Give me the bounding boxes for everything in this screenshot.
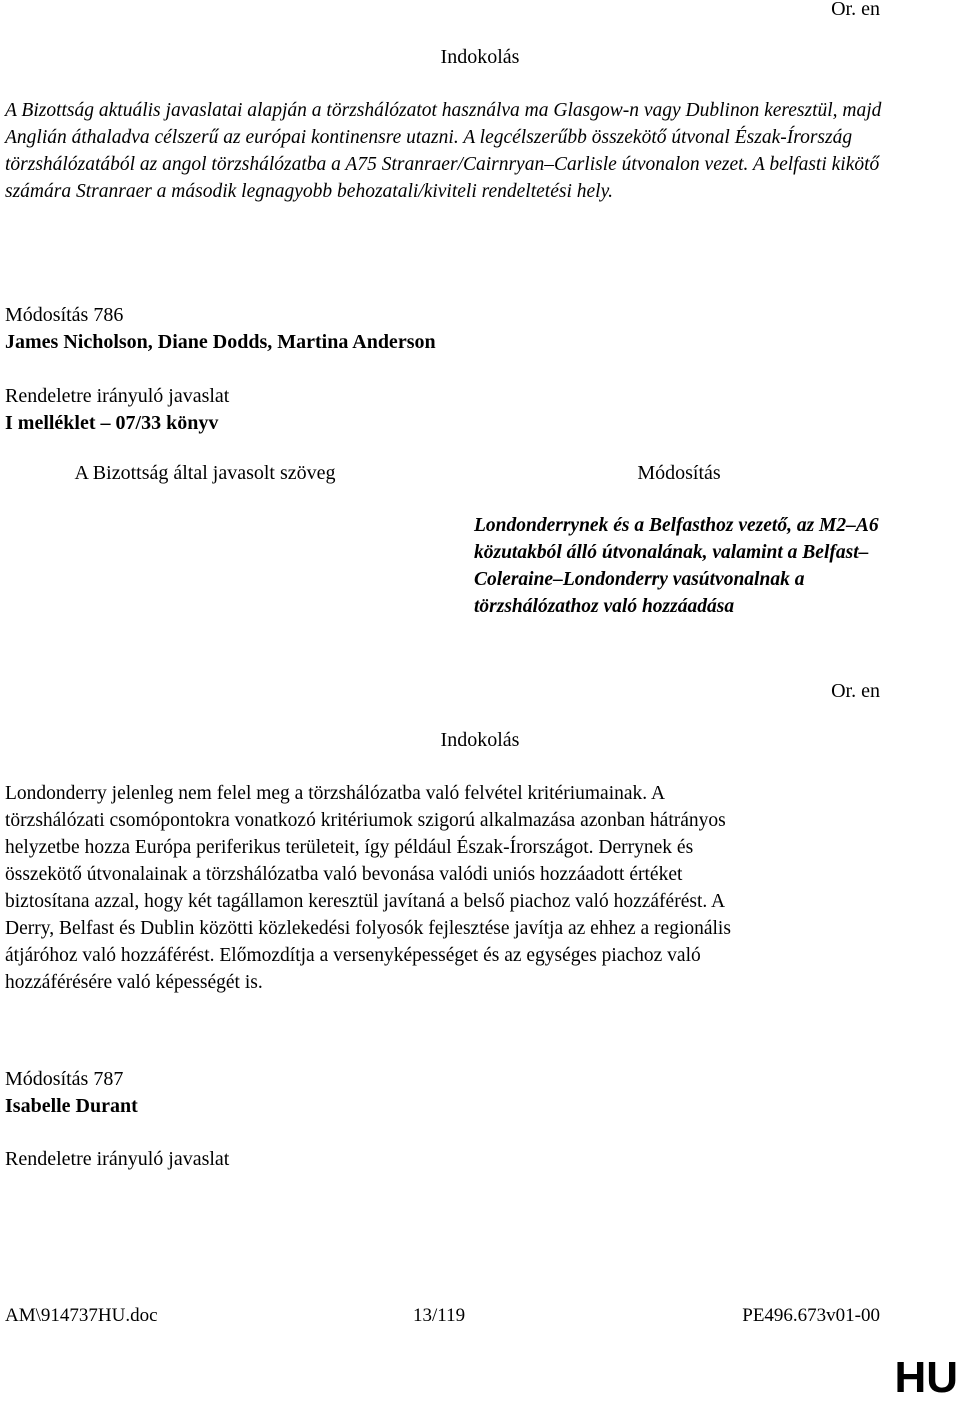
page-number: 13/119 xyxy=(413,1305,466,1326)
annex-reference: I melléklet – 07/33 könyv xyxy=(5,412,219,434)
document-reference: AM\914737HU.doc xyxy=(5,1305,158,1326)
justification-text xyxy=(5,780,905,996)
justification-line: biztosítana azzal, hogy két tagállamon keresztül javítaná a belső piachoz való hozzáférést. A xyxy=(5,891,726,912)
amendment-column-header: Módosítás xyxy=(637,462,721,484)
justification-line: hozzáférésére való képességét is. xyxy=(5,972,263,993)
or-language-label: Or. en xyxy=(831,680,880,702)
justification-line: Londonderry jelenleg nem felel meg a törzshálózatba való felvétel kritériumainak. A xyxy=(5,783,666,804)
justification-title: Indokolás xyxy=(440,46,520,68)
proposal-title: Rendeletre irányuló javaslat xyxy=(5,1148,230,1170)
proposal-title: Rendeletre irányuló javaslat xyxy=(5,385,230,407)
amendment-text: Londonderrynek és a Belfasthoz vezető, az M2–A6 közutakból álló útvonalának, valamint a Belfast–Coleraine–Londonderry vasútvonalnak a törzshálózathoz való hozzáadása xyxy=(474,515,879,617)
justification-line: átjáróhoz való hozzáférést. Előmozdítja a versenyképességet és az egységes piachoz való xyxy=(5,945,701,966)
pe-reference: PE496.673v01-00 xyxy=(742,1305,880,1326)
commission-text-header: A Bizottság által javasolt szöveg xyxy=(74,462,336,484)
amendment-authors: James Nicholson, Diane Dodds, Martina Anderson xyxy=(5,331,436,353)
justification-line: helyzetbe hozza Európa periferikus területeit, így például Észak-Írországot. Derrynek és xyxy=(5,837,694,858)
justification-line: összekötő útvonalainak a törzshálózatba való bevonása valódi uniós hozzáadott értéket xyxy=(5,864,683,885)
amendment-number: Módosítás 787 xyxy=(5,1068,124,1090)
amendment-authors: Isabelle Durant xyxy=(5,1095,138,1117)
justification-line: Derry, Belfast és Dublin közötti közlekedési folyosók fejlesztése javítja az ehhez a regionális xyxy=(5,918,731,939)
or-language-label: Or. en xyxy=(831,0,880,20)
justification-line: törzshálózati csomópontokra vonatkozó kritériumok szigorú alkalmazása azonban hátrányos xyxy=(5,810,726,831)
justification-title: Indokolás xyxy=(440,729,520,751)
justification-text: A Bizottság aktuális javaslatai alapján a törzshálózatot használva ma Glasgow-n vagy Dublinon keresztül, majd Anglián áthaladva célszerű az európai kontinensre utazni. A legcélszerűbb összekötő útvonal Észak-Írország törzshálózatából az angol törzshálózatba a A75 Stranraer/Cairnryan–Carlisle útvonalon vezet. A belfasti kikötő számára Stranraer a második legnagyobb behozatali/kiviteli rendeltetési hely. xyxy=(5,100,882,202)
amendment-number: Módosítás 786 xyxy=(5,304,124,326)
language-code: HU xyxy=(894,1353,958,1402)
